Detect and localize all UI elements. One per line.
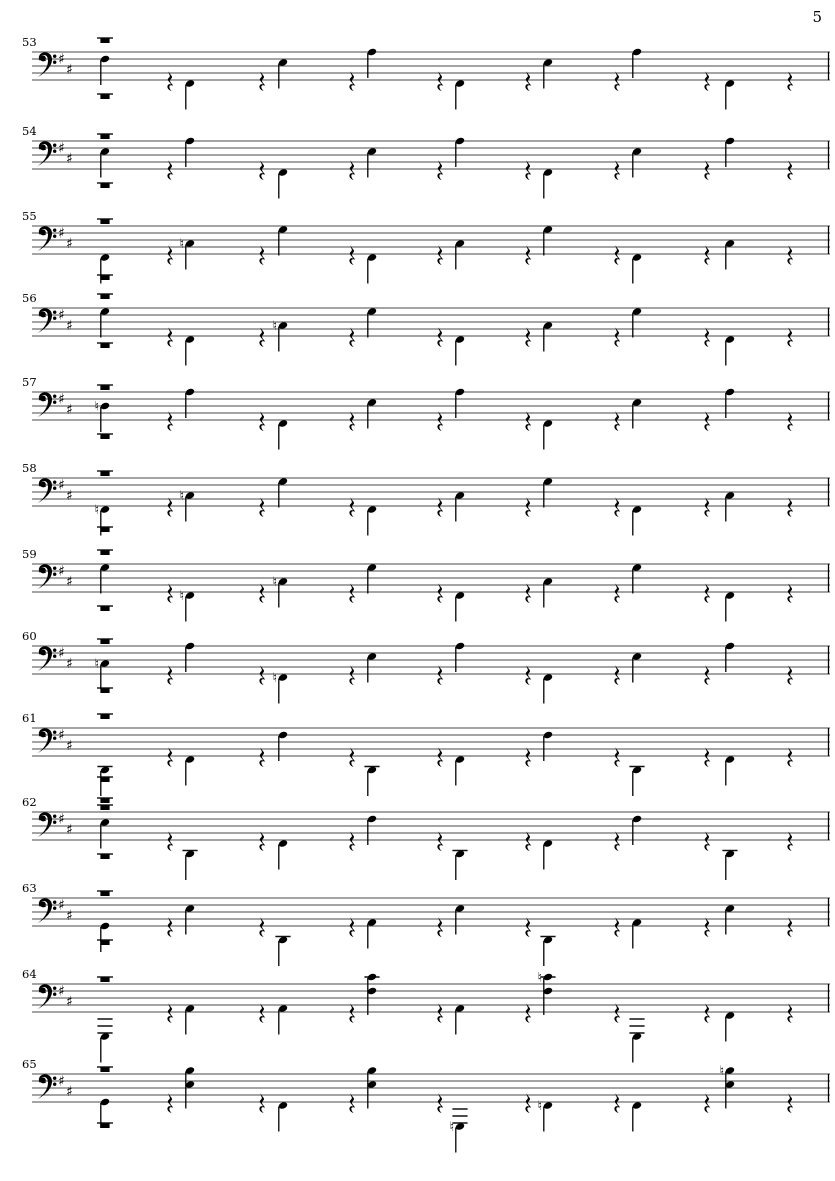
quarter-rest	[259, 747, 265, 767]
key-signature	[58, 646, 73, 673]
measure-59	[22, 547, 830, 622]
whole-rest	[97, 343, 113, 348]
quarter-rest	[437, 327, 443, 347]
quarter-rest	[525, 831, 531, 851]
quarter-rest	[787, 71, 793, 91]
quarter-rest	[525, 1093, 531, 1113]
quarter-rest	[437, 583, 443, 603]
quarter-note	[543, 673, 553, 703]
quarter-note	[97, 1019, 112, 1063]
measure-number: 64	[22, 967, 37, 981]
quarter-rest	[437, 71, 443, 91]
quarter-rest	[259, 1003, 265, 1023]
quarter-note	[185, 755, 195, 785]
quarter-rest	[704, 245, 710, 265]
quarter-note	[455, 755, 465, 785]
measure-number: 65	[22, 1057, 37, 1071]
whole-rest	[97, 798, 113, 803]
whole-rest	[97, 385, 113, 390]
quarter-note	[455, 335, 465, 365]
quarter-rest	[167, 831, 173, 851]
quarter-rest	[787, 160, 793, 180]
quarter-rest	[167, 497, 173, 517]
quarter-rest	[437, 831, 443, 851]
quarter-rest	[167, 583, 173, 603]
measure-55	[22, 209, 830, 284]
bass-clef-icon	[37, 52, 56, 77]
quarter-note	[180, 589, 196, 622]
quarter-note	[632, 253, 642, 283]
quarter-note	[450, 1109, 468, 1153]
sharp-accidental: ♯	[58, 391, 65, 408]
measure-57	[22, 375, 830, 450]
quarter-rest	[437, 665, 443, 685]
quarter-rest	[525, 917, 531, 937]
staff-lines	[32, 478, 830, 506]
sharp-accidental: ♯	[66, 318, 73, 334]
sharp-accidental: ♯	[58, 477, 65, 494]
quarter-rest	[614, 665, 620, 685]
quarter-rest	[167, 747, 173, 767]
staff-lines	[32, 226, 830, 254]
bass-clef-icon	[37, 1074, 56, 1099]
whole-rest	[97, 891, 113, 896]
quarter-rest	[349, 160, 355, 180]
sharp-accidental: ♯	[58, 140, 65, 157]
quarter-rest	[787, 1093, 793, 1113]
measure-number: 63	[22, 881, 37, 895]
measure-53	[22, 35, 830, 110]
quarter-rest	[525, 327, 531, 347]
staff-lines	[32, 141, 830, 169]
quarter-rest	[259, 1093, 265, 1113]
whole-rest	[97, 527, 113, 532]
quarter-rest	[167, 71, 173, 91]
quarter-note	[632, 505, 642, 535]
measure-61	[22, 711, 830, 796]
quarter-rest	[167, 1093, 173, 1113]
measure-58	[22, 461, 830, 536]
key-signature	[58, 728, 73, 755]
natural-accidental: ♮	[272, 319, 278, 334]
quarter-note	[273, 319, 289, 352]
quarter-note	[182, 850, 197, 880]
staff-lines	[32, 308, 830, 336]
key-signature	[58, 564, 73, 591]
quarter-rest	[349, 917, 355, 937]
quarter-note	[367, 505, 377, 535]
bass-clef-icon	[37, 141, 56, 166]
staff-lines	[32, 984, 830, 1012]
quarter-rest	[704, 583, 710, 603]
sharp-accidental: ♯	[66, 822, 73, 838]
quarter-note	[629, 1019, 644, 1063]
sharp-accidental: ♯	[66, 994, 73, 1010]
whole-rest	[97, 219, 113, 224]
quarter-note	[278, 168, 288, 198]
key-signature	[58, 478, 73, 505]
measure-54	[22, 124, 830, 199]
quarter-note	[629, 766, 644, 796]
bass-clef-icon	[37, 728, 56, 753]
quarter-note	[180, 237, 196, 270]
quarter-note	[455, 591, 465, 621]
key-signature	[58, 1074, 73, 1101]
quarter-rest	[787, 917, 793, 937]
measure-number: 61	[22, 711, 37, 725]
quarter-note	[278, 1004, 288, 1034]
key-signature	[58, 984, 73, 1011]
bass-clef-icon	[37, 984, 56, 1009]
sharp-accidental: ♯	[66, 1084, 73, 1100]
quarter-rest	[349, 831, 355, 851]
quarter-note	[725, 79, 735, 109]
measure-63	[22, 881, 830, 966]
quarter-rest	[259, 917, 265, 937]
quarter-rest	[614, 245, 620, 265]
staff-lines	[32, 1074, 830, 1102]
quarter-rest	[349, 411, 355, 431]
page-number: 5	[812, 8, 822, 26]
whole-rest	[97, 471, 113, 476]
quarter-rest	[525, 665, 531, 685]
sharp-accidental: ♯	[58, 727, 65, 744]
key-signature	[58, 308, 73, 335]
quarter-rest	[704, 917, 710, 937]
natural-accidental: ♮	[537, 970, 543, 986]
measure-number: 54	[22, 124, 37, 138]
whole-rest	[97, 854, 113, 859]
quarter-chord	[364, 973, 379, 1015]
quarter-rest	[525, 71, 531, 91]
quarter-note	[278, 419, 288, 449]
quarter-rest	[349, 583, 355, 603]
key-signature	[58, 141, 73, 168]
quarter-note	[273, 671, 289, 704]
quarter-note	[180, 489, 196, 522]
measure-number: 53	[22, 35, 37, 49]
sharp-accidental: ♯	[58, 811, 65, 828]
quarter-rest	[259, 327, 265, 347]
bass-clef-icon	[37, 646, 56, 671]
measure-56	[22, 291, 830, 366]
natural-accidental: ♮	[719, 1064, 725, 1079]
quarter-rest	[787, 245, 793, 265]
quarter-rest	[614, 1093, 620, 1113]
quarter-note	[543, 168, 553, 198]
quarter-note	[367, 253, 377, 283]
measure-62	[22, 795, 830, 880]
sharp-accidental: ♯	[66, 908, 73, 924]
quarter-note	[100, 922, 110, 952]
sharp-accidental: ♯	[58, 645, 65, 662]
measure-number: 59	[22, 547, 37, 561]
key-signature	[58, 226, 73, 253]
natural-accidental: ♮	[94, 657, 100, 672]
quarter-note	[722, 850, 737, 880]
sharp-accidental: ♯	[66, 488, 73, 504]
key-signature	[58, 898, 73, 925]
whole-rest	[97, 977, 113, 982]
whole-rest	[97, 688, 113, 693]
quarter-rest	[704, 831, 710, 851]
quarter-rest	[614, 917, 620, 937]
quarter-rest	[437, 245, 443, 265]
quarter-rest	[704, 327, 710, 347]
quarter-rest	[614, 497, 620, 517]
quarter-note	[367, 918, 377, 948]
quarter-rest	[614, 747, 620, 767]
quarter-rest	[704, 411, 710, 431]
quarter-rest	[614, 327, 620, 347]
measure-number: 56	[22, 291, 37, 305]
quarter-note	[452, 850, 467, 880]
sharp-accidental: ♯	[58, 563, 65, 580]
measure-number: 57	[22, 375, 37, 389]
whole-rest	[97, 38, 113, 43]
whole-rest	[97, 94, 113, 99]
quarter-note	[364, 766, 379, 796]
quarter-rest	[525, 583, 531, 603]
quarter-rest	[167, 411, 173, 431]
whole-rest	[97, 275, 113, 280]
whole-rest	[97, 434, 113, 439]
staff-lines	[32, 812, 830, 840]
sharp-accidental: ♯	[58, 1073, 65, 1090]
whole-rest	[97, 777, 113, 782]
staff-lines	[32, 392, 830, 420]
quarter-note	[725, 335, 735, 365]
quarter-rest	[437, 1093, 443, 1113]
sharp-accidental: ♯	[66, 738, 73, 754]
quarter-rest	[349, 1003, 355, 1023]
quarter-note	[95, 400, 111, 433]
quarter-rest	[787, 497, 793, 517]
quarter-rest	[704, 497, 710, 517]
quarter-rest	[704, 747, 710, 767]
quarter-note	[543, 419, 553, 449]
quarter-rest	[704, 665, 710, 685]
quarter-rest	[704, 1003, 710, 1023]
quarter-rest	[167, 917, 173, 937]
quarter-rest	[349, 245, 355, 265]
quarter-note	[540, 936, 555, 966]
whole-rest	[97, 294, 113, 299]
quarter-rest	[614, 583, 620, 603]
staff-lines	[32, 898, 830, 926]
quarter-rest	[349, 747, 355, 767]
quarter-note	[275, 936, 290, 966]
quarter-rest	[614, 1003, 620, 1023]
whole-rest	[97, 1123, 113, 1128]
quarter-rest	[704, 160, 710, 180]
staff-lines	[32, 646, 830, 674]
quarter-rest	[349, 497, 355, 517]
sharp-accidental: ♯	[58, 983, 65, 1000]
sharp-accidental: ♯	[66, 236, 73, 252]
quarter-note	[278, 1101, 288, 1131]
whole-rest	[97, 134, 113, 139]
quarter-rest	[787, 665, 793, 685]
bass-clef-icon	[37, 564, 56, 589]
whole-rest	[97, 1067, 113, 1072]
quarter-rest	[525, 411, 531, 431]
quarter-note	[185, 79, 195, 109]
sharp-accidental: ♯	[66, 62, 73, 78]
quarter-rest	[614, 831, 620, 851]
quarter-rest	[259, 831, 265, 851]
natural-accidental: ♮	[179, 589, 185, 604]
quarter-rest	[437, 747, 443, 767]
quarter-rest	[259, 497, 265, 517]
quarter-rest	[167, 327, 173, 347]
whole-rest	[97, 714, 113, 719]
quarter-note	[632, 1101, 642, 1131]
quarter-note	[185, 1004, 195, 1034]
quarter-rest	[167, 665, 173, 685]
quarter-note	[185, 335, 195, 365]
quarter-rest	[167, 245, 173, 265]
measure-60	[22, 629, 830, 704]
quarter-rest	[437, 917, 443, 937]
quarter-rest	[259, 160, 265, 180]
natural-accidental: ♮	[272, 575, 278, 590]
quarter-note	[725, 591, 735, 621]
sharp-accidental: ♯	[58, 225, 65, 242]
quarter-rest	[259, 665, 265, 685]
whole-rest	[97, 550, 113, 555]
sharp-accidental: ♯	[58, 307, 65, 324]
sharp-accidental: ♯	[58, 897, 65, 914]
quarter-rest	[787, 411, 793, 431]
quarter-rest	[614, 160, 620, 180]
quarter-rest	[614, 71, 620, 91]
quarter-rest	[349, 327, 355, 347]
quarter-note	[632, 918, 642, 948]
bass-clef-icon	[37, 478, 56, 503]
quarter-rest	[525, 1003, 531, 1023]
quarter-rest	[787, 747, 793, 767]
natural-accidental: ♮	[94, 503, 100, 518]
quarter-rest	[437, 1003, 443, 1023]
natural-accidental: ♮	[179, 489, 185, 504]
quarter-note	[725, 755, 735, 785]
measure-number: 62	[22, 795, 37, 809]
whole-rest	[97, 940, 113, 945]
whole-rest	[97, 805, 113, 810]
quarter-rest	[787, 1003, 793, 1023]
quarter-rest	[525, 497, 531, 517]
natural-accidental: ♮	[537, 1099, 543, 1114]
whole-rest	[97, 606, 113, 611]
quarter-note	[95, 657, 111, 690]
bass-clef-icon	[37, 898, 56, 923]
bass-clef-icon	[37, 392, 56, 417]
quarter-chord	[538, 971, 556, 1016]
measure-number: 60	[22, 629, 37, 643]
key-signature	[58, 812, 73, 839]
quarter-rest	[349, 1093, 355, 1113]
quarter-note	[273, 575, 289, 608]
quarter-note	[538, 1099, 554, 1132]
measure-number: 58	[22, 461, 37, 475]
natural-accidental: ♮	[449, 1120, 455, 1135]
quarter-rest	[259, 71, 265, 91]
quarter-rest	[787, 327, 793, 347]
quarter-note	[543, 839, 553, 869]
staff-lines	[32, 52, 830, 80]
sharp-accidental: ♯	[58, 51, 65, 68]
quarter-rest	[525, 160, 531, 180]
key-signature	[58, 52, 73, 79]
natural-accidental: ♮	[272, 671, 278, 686]
sharp-accidental: ♯	[66, 151, 73, 167]
quarter-note	[455, 1004, 465, 1034]
key-signature	[58, 392, 73, 419]
quarter-rest	[259, 583, 265, 603]
quarter-rest	[437, 497, 443, 517]
quarter-rest	[349, 665, 355, 685]
quarter-rest	[704, 1093, 710, 1113]
quarter-rest	[349, 71, 355, 91]
measure-number: 55	[22, 209, 37, 223]
quarter-rest	[259, 245, 265, 265]
whole-rest	[97, 183, 113, 188]
quarter-note	[455, 79, 465, 109]
quarter-rest	[525, 245, 531, 265]
natural-accidental: ♮	[94, 399, 100, 415]
quarter-note	[278, 839, 288, 869]
sharp-accidental: ♯	[66, 574, 73, 590]
quarter-rest	[525, 747, 531, 767]
measure-64	[22, 967, 830, 1063]
quarter-rest	[787, 831, 793, 851]
whole-rest	[97, 639, 113, 644]
natural-accidental: ♮	[179, 237, 185, 252]
quarter-rest	[437, 160, 443, 180]
measure-65	[22, 1057, 830, 1153]
staff-lines	[32, 564, 830, 592]
sharp-accidental: ♯	[66, 402, 73, 418]
bass-clef-icon	[37, 308, 56, 333]
quarter-rest	[787, 583, 793, 603]
bass-clef-icon	[37, 812, 56, 837]
quarter-rest	[614, 411, 620, 431]
quarter-rest	[167, 160, 173, 180]
quarter-rest	[437, 411, 443, 431]
quarter-rest	[167, 1003, 173, 1023]
sharp-accidental: ♯	[66, 656, 73, 672]
bass-clef-icon	[37, 226, 56, 251]
staff-lines	[32, 728, 830, 756]
quarter-note	[725, 1011, 735, 1041]
quarter-rest	[259, 411, 265, 431]
quarter-rest	[704, 71, 710, 91]
